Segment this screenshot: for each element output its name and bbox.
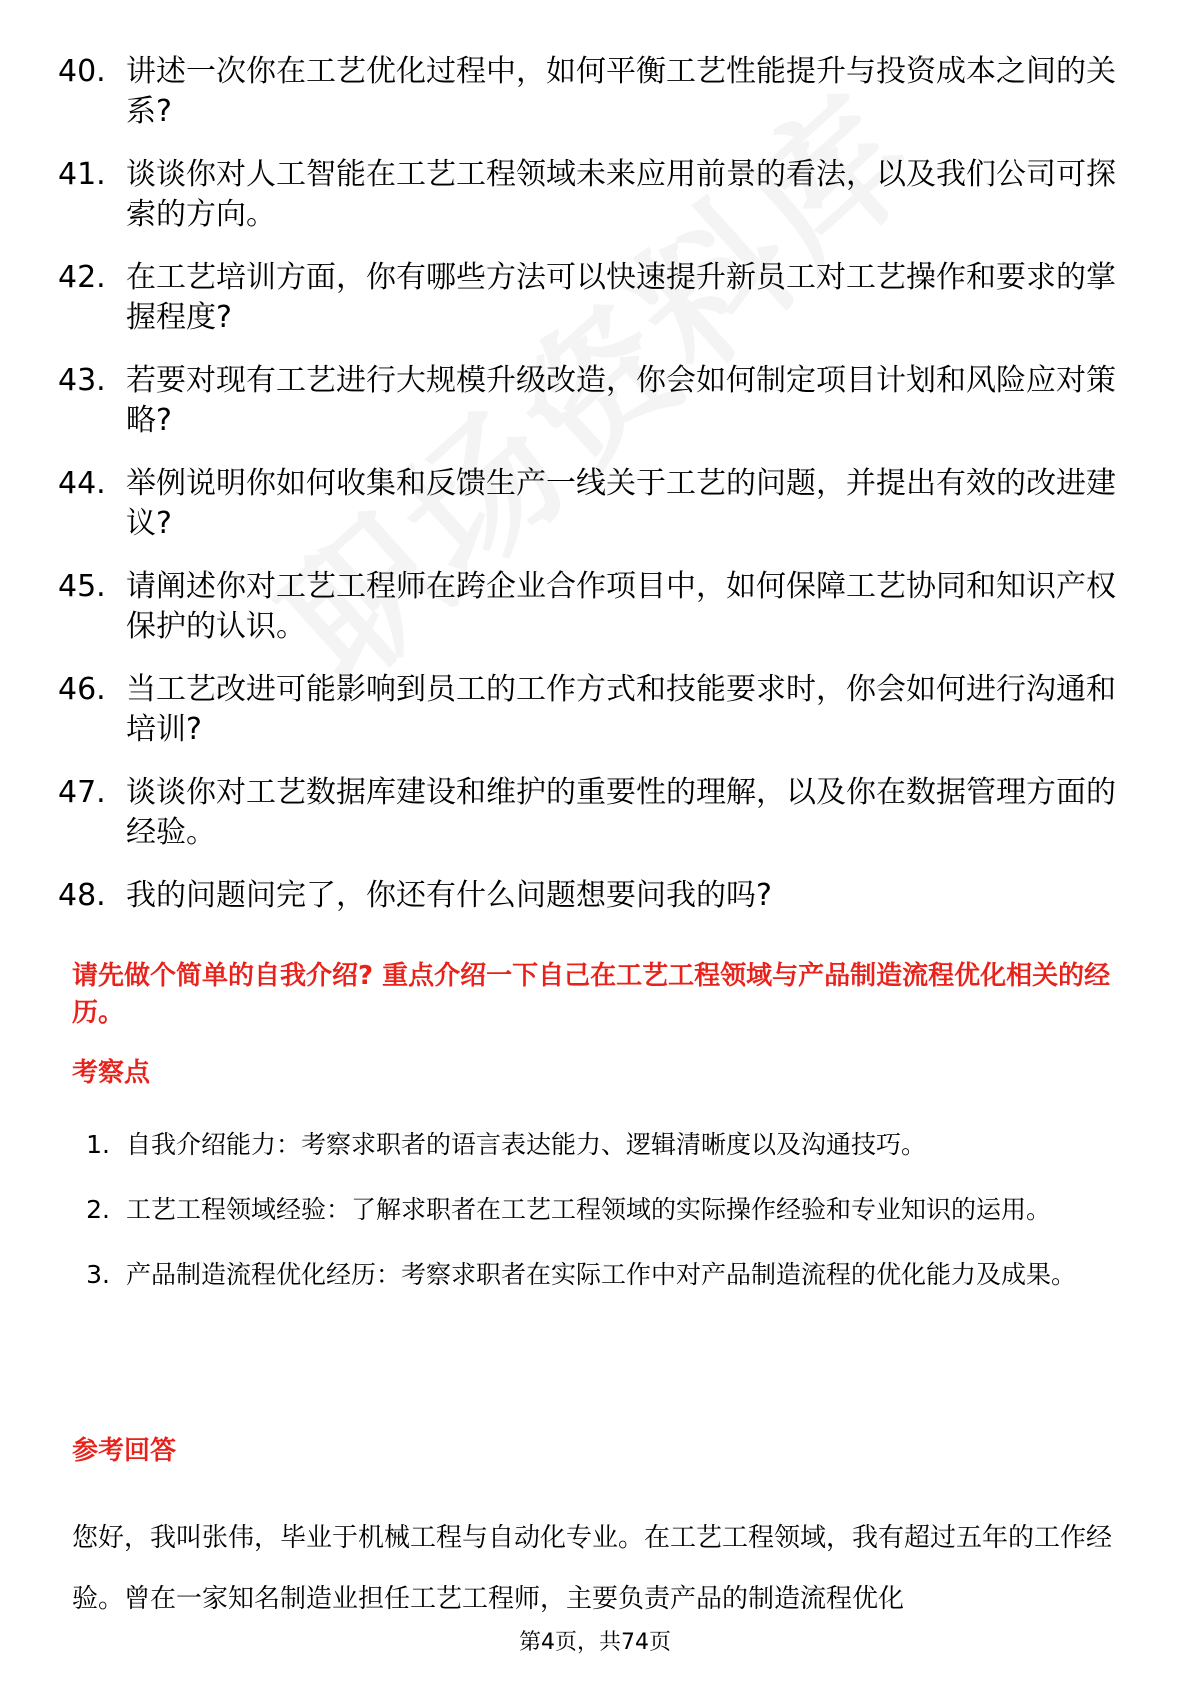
point-item: [72, 1245, 1122, 1304]
point-number: 1.: [86, 1130, 110, 1159]
question-item: [58, 361, 1118, 441]
point-item: [72, 1180, 1122, 1239]
answer-text: 您好，我叫张伟，毕业于机械工程与自动化专业。在工艺工程领域，我有超过五年的工作经验。曾在一家知名制造业担任工艺工程师，主要负责产品的制造流程优化: [72, 1523, 1113, 1614]
section-question: 请先做个简单的自我介绍? 重点介绍一下自己在工艺工程领域与产品制造流程优化相关的经历。: [72, 961, 1111, 1028]
question-number: 40.: [58, 54, 106, 89]
question-text: 请阐述你对工艺工程师在跨企业合作项目中，如何保障工艺协同和知识产权保护的认识。: [126, 569, 1116, 644]
question-item: [58, 773, 1118, 853]
question-text: 若要对现有工艺进行大规模升级改造，你会如何制定项目计划和风险应对策略?: [126, 363, 1116, 438]
points-list: [72, 1115, 1122, 1310]
question-item: [58, 876, 1118, 916]
question-text: 讲述一次你在工艺优化过程中，如何平衡工艺性能提升与投资成本之间的关系?: [126, 54, 1116, 129]
question-number: 48.: [58, 878, 106, 913]
question-text: 谈谈你对工艺数据库建设和维护的重要性的理解，以及你在数据管理方面的经验。: [126, 775, 1116, 850]
question-item: [58, 670, 1118, 750]
point-text: 产品制造流程优化经历：考察求职者在实际工作中对产品制造流程的优化能力及成果。: [126, 1260, 1077, 1289]
question-item: [58, 258, 1118, 338]
question-item: [58, 52, 1118, 132]
question-number: 44.: [58, 466, 106, 501]
question-list: [58, 52, 1118, 939]
point-text: 自我介绍能力：考察求职者的语言表达能力、逻辑清晰度以及沟通技巧。: [126, 1130, 927, 1159]
question-text: 我的问题问完了，你还有什么问题想要问我的吗?: [126, 878, 772, 913]
question-number: 43.: [58, 363, 106, 398]
question-number: 41.: [58, 157, 106, 192]
point-text: 工艺工程领域经验：了解求职者在工艺工程领域的实际操作经验和专业知识的运用。: [126, 1195, 1052, 1224]
point-item: [72, 1115, 1122, 1174]
question-number: 45.: [58, 569, 106, 604]
point-number: 2.: [86, 1195, 110, 1224]
question-text: 在工艺培训方面，你有哪些方法可以快速提升新员工对工艺操作和要求的掌握程度?: [126, 260, 1116, 335]
question-item: [58, 567, 1118, 647]
question-number: 46.: [58, 672, 106, 707]
points-heading: 考察点: [72, 1058, 151, 1088]
question-item: [58, 464, 1118, 544]
answer-heading: 参考回答: [72, 1436, 177, 1466]
question-item: [58, 155, 1118, 235]
question-text: 谈谈你对人工智能在工艺工程领域未来应用前景的看法，以及我们公司可探索的方向。: [126, 157, 1116, 232]
page-footer: 第4页，共74页: [519, 1630, 671, 1655]
question-text: 当工艺改进可能影响到员工的工作方式和技能要求时，你会如何进行沟通和培训?: [126, 672, 1116, 747]
question-text: 举例说明你如何收集和反馈生产一线关于工艺的问题，并提出有效的改进建议?: [126, 466, 1116, 541]
question-number: 47.: [58, 775, 106, 810]
point-number: 3.: [86, 1260, 110, 1289]
question-number: 42.: [58, 260, 106, 295]
